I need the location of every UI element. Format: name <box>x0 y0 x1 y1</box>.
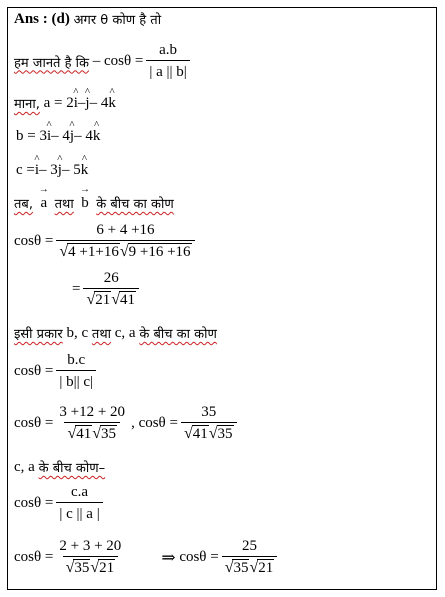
fraction-numerator: 3 +12 + 20 <box>59 404 126 420</box>
fraction-denominator: | a || b| <box>146 60 189 81</box>
formula-fraction <box>146 42 189 81</box>
expr-part: c = <box>16 162 35 178</box>
cos-bc-formula <box>14 352 99 391</box>
cos-lhs: cosθ = <box>14 415 54 431</box>
cos-lhs: cosθ = <box>14 233 54 249</box>
sqrt-term: √ 21 <box>90 559 115 576</box>
cos-ab-fraction <box>56 222 194 261</box>
radicand: 21 <box>99 560 115 576</box>
formula-lhs: – cosθ = <box>92 53 144 69</box>
unit-i: i ^ <box>74 95 78 112</box>
expr-part: – 4 <box>51 128 70 144</box>
radicand: 41 <box>76 426 92 442</box>
radicand: 9 +16 +16 <box>128 244 191 260</box>
cos-ca-fraction <box>56 484 102 523</box>
answer-box <box>7 7 437 590</box>
vector-a: a → <box>40 195 47 212</box>
cos-lhs: cosθ = <box>14 495 54 511</box>
heading-text: अगर θ कोण है तो <box>73 13 162 28</box>
cos-ab-result <box>72 270 142 309</box>
unit-i: i ^ <box>35 162 39 179</box>
ca-angle-line <box>14 458 105 476</box>
sqrt-term: √ 21 <box>249 559 274 576</box>
sqrt-term: √ 41 <box>183 425 208 442</box>
cos-ab-line <box>14 222 198 261</box>
angle-between-text: के बीच का कोण <box>139 327 217 342</box>
sqrt-term: √ 35 <box>208 425 233 442</box>
expr-part: – 3 <box>39 162 58 178</box>
vectors-ca: c, a <box>14 458 35 475</box>
fraction-denominator <box>181 422 237 443</box>
expr-part: – 4 <box>74 128 93 144</box>
cos-ca-formula <box>14 484 106 523</box>
vector-b-line <box>16 128 100 145</box>
fraction-numerator: 35 <box>201 404 217 420</box>
radicand: 35 <box>233 560 249 576</box>
sqrt-term: √ 4 +1+16 <box>59 243 119 260</box>
fraction-denominator <box>83 288 139 309</box>
similarly-word: इसी प्रकार <box>14 327 63 342</box>
fraction-numerator: a.b <box>159 42 178 58</box>
radicand: 35 <box>217 426 233 442</box>
fraction-denominator <box>64 422 120 443</box>
sqrt-term: √ 35 <box>65 559 90 576</box>
fraction-numerator: b.c <box>67 352 86 368</box>
vector-c-line <box>16 162 88 179</box>
unit-j: j ^ <box>70 128 74 145</box>
sqrt-term: √ 41 <box>111 291 136 308</box>
cos-ca-value-fraction <box>56 538 124 577</box>
unit-k: k ^ <box>93 128 101 145</box>
radicand: 35 <box>101 426 116 442</box>
cos-bc-value-fraction <box>56 404 128 443</box>
sqrt-term: √ 21 <box>86 291 111 308</box>
sqrt-term: √ 41 <box>67 425 92 442</box>
angle-ab-line <box>14 194 174 212</box>
equals-sign: = <box>72 281 81 297</box>
cos-bc-line <box>14 404 240 443</box>
unit-j: j ^ <box>85 95 89 112</box>
fraction-numerator: 6 + 4 +16 <box>96 222 155 238</box>
cos-ca-result-fraction <box>222 538 278 577</box>
radicand: 21 <box>258 560 274 576</box>
fraction-denominator: | b|| c| <box>56 370 96 391</box>
expr-part: b = 3 <box>16 128 47 144</box>
formula-line <box>14 42 193 81</box>
expr-part: a = 2 <box>43 94 74 111</box>
fraction-numerator: c.a <box>71 484 89 500</box>
fraction-denominator <box>56 240 194 261</box>
vectors-bc: b, c <box>66 324 89 341</box>
unit-k: k ^ <box>108 95 116 112</box>
unit-k: k ^ <box>81 162 89 179</box>
vector-b: b → <box>81 195 89 212</box>
cos-lhs-2: cosθ = <box>179 549 219 565</box>
radicand: 41 <box>120 292 136 308</box>
answer-label: Ans : (d) <box>14 10 70 27</box>
vectors-ca: c, a <box>114 324 136 341</box>
cos-ab-result-fraction <box>83 270 139 309</box>
formula-intro: हम जानते है कि <box>14 55 89 71</box>
expr-part: – 4 <box>89 94 109 111</box>
cos-lhs: cosθ = <box>14 363 54 379</box>
sqrt-term: √ 35 <box>224 559 249 576</box>
angle-between-text: के बीच कोण– <box>38 461 106 476</box>
angle-between-text: के बीच का कोण <box>96 197 174 212</box>
cos-lhs: cosθ = <box>14 549 54 565</box>
assume-word: माना, <box>14 97 40 112</box>
cos-bc-result-fraction <box>181 404 237 443</box>
expr-part: – <box>77 94 86 111</box>
then-word: तब, <box>14 197 33 212</box>
sqrt-term: √ 35 <box>92 425 116 442</box>
answer-heading <box>14 10 161 28</box>
fraction-numerator: 26 <box>103 270 119 286</box>
and-word: तथा <box>91 327 112 342</box>
unit-i: i ^ <box>47 128 51 145</box>
cos-bc-fraction <box>56 352 96 391</box>
implies-arrow: ⇒ <box>161 547 176 567</box>
fraction-numerator: 2 + 3 + 20 <box>59 538 122 554</box>
expr-part: – 5 <box>61 162 81 178</box>
radicand: 4 +1+16 <box>68 244 119 260</box>
fraction-denominator: | c || a | <box>56 502 102 523</box>
sqrt-term: √ 9 +16 +16 <box>119 243 191 260</box>
fraction-denominator <box>222 556 278 577</box>
radicand: 35 <box>74 560 90 576</box>
similarly-line <box>14 324 217 342</box>
vector-a-line <box>14 94 116 112</box>
cos-ca-line <box>14 538 280 577</box>
fraction-denominator <box>63 556 119 577</box>
cos-lhs-2: , cosθ = <box>131 415 178 431</box>
radicand: 41 <box>192 426 208 442</box>
radicand: 21 <box>95 292 111 308</box>
fraction-numerator: 25 <box>241 538 257 554</box>
unit-j: j ^ <box>58 162 62 179</box>
and-word: तथा <box>54 197 74 212</box>
